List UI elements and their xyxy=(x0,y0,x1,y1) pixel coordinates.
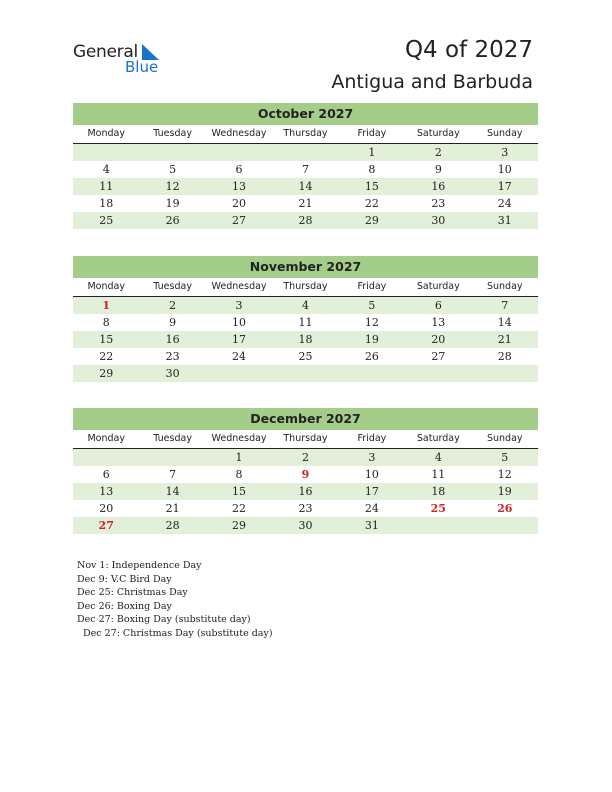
day-cell: 3 xyxy=(368,451,376,464)
day-cell: 29 xyxy=(364,214,379,227)
day-cell xyxy=(472,517,538,534)
day-cell: 31 xyxy=(497,214,512,227)
day-cell: 20 xyxy=(431,333,446,346)
week-row xyxy=(73,161,538,178)
day-cell: 10 xyxy=(497,163,512,176)
day-cell: 7 xyxy=(301,163,309,176)
day-cell: 24 xyxy=(364,502,379,515)
holiday-day-cell: 27 xyxy=(98,519,114,532)
day-cell: 4 xyxy=(301,299,309,312)
weekday-label: Monday xyxy=(87,128,125,139)
day-cell: 2 xyxy=(301,451,309,464)
day-cell xyxy=(405,365,471,382)
day-cell: 22 xyxy=(364,197,379,210)
holiday-day-cell: 9 xyxy=(301,468,310,481)
month-title: November 2027 xyxy=(73,256,538,278)
weekday-label: Thursday xyxy=(283,281,328,292)
day-cell: 12 xyxy=(364,316,379,329)
day-cell: 19 xyxy=(165,197,180,210)
day-cell xyxy=(139,449,205,466)
day-cell: 2 xyxy=(434,146,442,159)
day-cell: 1 xyxy=(235,451,243,464)
day-cell: 8 xyxy=(235,468,243,481)
day-cell: 18 xyxy=(431,485,446,498)
day-cell xyxy=(472,365,538,382)
holiday-note: Dec 26: Boxing Day xyxy=(77,600,172,612)
day-cell: 19 xyxy=(364,333,379,346)
day-cell xyxy=(73,449,139,466)
day-cell: 5 xyxy=(169,163,177,176)
weekday-label: Sunday xyxy=(486,433,523,444)
day-cell: 10 xyxy=(364,468,379,481)
day-cell xyxy=(272,365,338,382)
day-cell: 8 xyxy=(102,316,110,329)
day-cell: 12 xyxy=(497,468,512,481)
day-cell: 3 xyxy=(501,146,509,159)
holiday-note: Dec 27: Boxing Day (substitute day) xyxy=(77,614,251,625)
day-cell: 13 xyxy=(99,485,114,498)
day-cell: 9 xyxy=(434,163,442,176)
weekday-label: Tuesday xyxy=(153,433,192,444)
day-cell: 23 xyxy=(165,350,180,363)
month-title: October 2027 xyxy=(73,103,538,125)
week-row xyxy=(73,449,538,466)
weekday-label: Tuesday xyxy=(153,128,192,139)
weekday-label: Wednesday xyxy=(211,128,267,139)
day-cell: 11 xyxy=(431,468,446,481)
day-cell: 20 xyxy=(99,502,114,515)
day-cell: 7 xyxy=(169,468,177,481)
day-cell: 1 xyxy=(368,146,376,159)
weekday-label: Wednesday xyxy=(211,281,267,292)
holiday-day-cell: 1 xyxy=(102,299,111,312)
day-cell: 5 xyxy=(501,451,509,464)
day-cell: 15 xyxy=(364,180,379,193)
day-cell: 23 xyxy=(298,502,313,515)
week-row xyxy=(73,297,538,314)
day-cell: 30 xyxy=(431,214,446,227)
day-cell: 15 xyxy=(99,333,114,346)
month-calendar-november xyxy=(73,256,538,382)
day-cell: 29 xyxy=(232,519,247,532)
day-cell: 6 xyxy=(434,299,442,312)
holiday-day-cell: 26 xyxy=(497,502,513,515)
week-row xyxy=(73,178,538,195)
day-cell xyxy=(139,144,205,161)
weekday-header-row xyxy=(73,430,538,449)
day-cell: 26 xyxy=(364,350,379,363)
day-cell: 13 xyxy=(431,316,446,329)
weekday-header-row xyxy=(73,278,538,297)
day-cell: 18 xyxy=(298,333,313,346)
holiday-note: Dec 9: V.C Bird Day xyxy=(77,573,172,585)
day-cell: 9 xyxy=(169,316,177,329)
weekday-label: Saturday xyxy=(416,128,460,139)
holiday-note: Dec 25: Christmas Day xyxy=(77,587,188,598)
weekday-label: Friday xyxy=(357,128,387,139)
day-cell: 28 xyxy=(497,350,512,363)
day-cell: 24 xyxy=(497,197,512,210)
day-cell: 8 xyxy=(368,163,376,176)
logo-word-blue: Blue xyxy=(125,58,159,76)
day-cell xyxy=(206,365,272,382)
day-cell: 27 xyxy=(431,350,446,363)
weekday-label: Saturday xyxy=(416,433,460,444)
day-cell: 30 xyxy=(298,519,313,532)
week-row xyxy=(73,500,538,517)
weekday-label: Wednesday xyxy=(211,433,267,444)
weekday-label: Friday xyxy=(357,433,387,444)
day-cell: 21 xyxy=(165,502,180,515)
day-cell xyxy=(339,365,405,382)
day-cell: 14 xyxy=(497,316,512,329)
day-cell xyxy=(206,144,272,161)
day-cell: 31 xyxy=(364,519,379,532)
weekday-label: Saturday xyxy=(416,281,460,292)
day-cell: 11 xyxy=(298,316,313,329)
weekday-label: Tuesday xyxy=(153,281,192,292)
day-cell: 28 xyxy=(298,214,313,227)
week-row xyxy=(73,195,538,212)
month-title: December 2027 xyxy=(73,408,538,430)
day-cell: 26 xyxy=(165,214,180,227)
day-cell: 6 xyxy=(235,163,243,176)
day-cell: 17 xyxy=(364,485,379,498)
day-cell: 20 xyxy=(232,197,247,210)
week-row xyxy=(73,466,538,483)
day-cell: 18 xyxy=(99,197,114,210)
day-cell: 13 xyxy=(232,180,247,193)
weekday-header-row xyxy=(73,125,538,144)
week-row xyxy=(73,517,538,534)
country-name: Antigua and Barbuda xyxy=(331,71,533,93)
day-cell: 5 xyxy=(368,299,376,312)
week-row xyxy=(73,144,538,161)
day-cell: 25 xyxy=(298,350,313,363)
holiday-note: Nov 1: Independence Day xyxy=(77,560,202,571)
holiday-day-cell: 25 xyxy=(430,502,446,515)
day-cell: 3 xyxy=(235,299,243,312)
weekday-label: Sunday xyxy=(486,281,523,292)
holiday-notes xyxy=(77,559,273,640)
day-cell: 21 xyxy=(298,197,313,210)
day-cell: 15 xyxy=(232,485,247,498)
logo-word-general: General xyxy=(73,42,138,62)
day-cell: 16 xyxy=(165,333,180,346)
day-cell: 23 xyxy=(431,197,446,210)
month-calendar-october xyxy=(73,103,538,229)
day-cell: 19 xyxy=(497,485,512,498)
weekday-label: Monday xyxy=(87,281,125,292)
day-cell: 14 xyxy=(165,485,180,498)
day-cell: 6 xyxy=(102,468,110,481)
week-row xyxy=(73,331,538,348)
weekday-label: Sunday xyxy=(486,128,523,139)
week-row xyxy=(73,365,538,382)
day-cell: 7 xyxy=(501,299,509,312)
day-cell: 28 xyxy=(165,519,180,532)
day-cell xyxy=(405,517,471,534)
day-cell: 30 xyxy=(165,367,180,380)
weekday-label: Monday xyxy=(87,433,125,444)
weekday-label: Thursday xyxy=(283,128,328,139)
day-cell: 21 xyxy=(497,333,512,346)
month-calendar-december xyxy=(73,408,538,534)
day-cell: 29 xyxy=(99,367,114,380)
weekday-label: Thursday xyxy=(283,433,328,444)
day-cell: 11 xyxy=(99,180,114,193)
day-cell: 4 xyxy=(102,163,110,176)
day-cell: 22 xyxy=(99,350,114,363)
weekday-label: Friday xyxy=(357,281,387,292)
day-cell: 16 xyxy=(298,485,313,498)
holiday-note: Dec 27: Christmas Day (substitute day) xyxy=(77,627,273,639)
page-title: Q4 of 2027 xyxy=(404,37,533,63)
generalblue-logo xyxy=(73,42,173,78)
day-cell: 17 xyxy=(232,333,247,346)
day-cell: 12 xyxy=(165,180,180,193)
week-row xyxy=(73,348,538,365)
day-cell: 17 xyxy=(497,180,512,193)
day-cell: 2 xyxy=(169,299,177,312)
day-cell: 16 xyxy=(431,180,446,193)
day-cell: 10 xyxy=(232,316,247,329)
day-cell: 24 xyxy=(232,350,247,363)
day-cell: 25 xyxy=(99,214,114,227)
day-cell: 22 xyxy=(232,502,247,515)
day-cell: 27 xyxy=(232,214,247,227)
day-cell xyxy=(73,144,139,161)
day-cell: 4 xyxy=(434,451,442,464)
day-cell: 14 xyxy=(298,180,313,193)
week-row xyxy=(73,212,538,229)
week-row xyxy=(73,483,538,500)
day-cell xyxy=(272,144,338,161)
week-row xyxy=(73,314,538,331)
